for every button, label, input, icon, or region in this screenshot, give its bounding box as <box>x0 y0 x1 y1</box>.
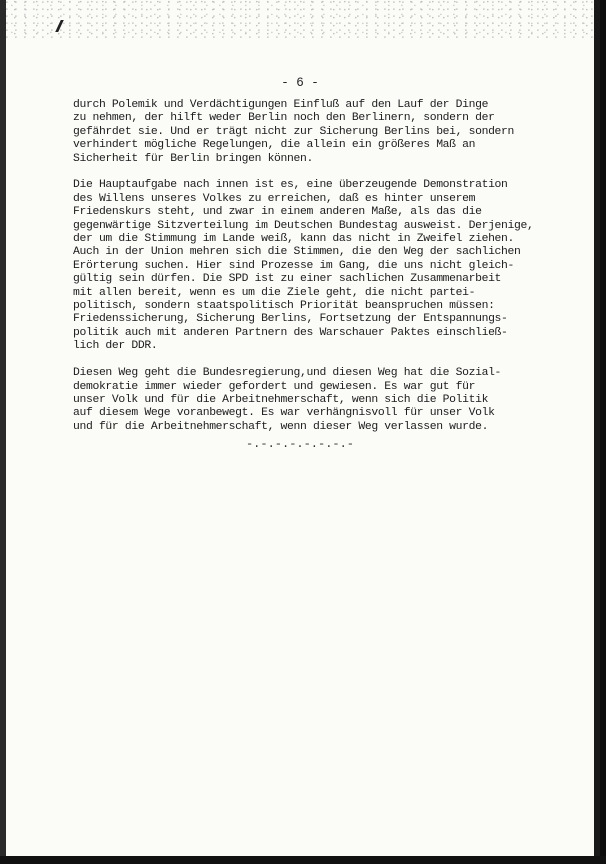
paragraph-2 <box>73 179 573 353</box>
scan-border-right <box>600 0 606 864</box>
paragraph-3 <box>73 367 573 434</box>
text-line: durch Polemik und Verdächtigungen Einfluß auf den Lauf der Dinge <box>73 99 489 111</box>
text-line: auf diesem Wege voranbewegt. Es war verhängnisvoll für unser Volk <box>73 407 495 420</box>
text-line: lich der DDR. <box>73 340 158 353</box>
body-text <box>73 99 573 448</box>
text-line: Sicherheit für Berlin bringen können. <box>73 152 313 165</box>
text-line: unser Volk und für die Arbeitnehmerschaft, wenn sich die Politik <box>73 393 489 406</box>
paragraph-1 <box>73 99 573 166</box>
text-line: gefährdet sie. Und er trägt nicht zur Sicherung Berlins bei, sondern <box>73 125 515 138</box>
text-line: demokratie immer wieder gefordert und gewiesen. Es war gut für <box>73 380 476 393</box>
text-line: politisch, sondern staatspolitisch Priorität beanspruchen müssen: <box>73 300 495 313</box>
text-line: Diesen Weg geht die Bundesregierung,und diesen Weg hat die Sozial- <box>73 367 502 380</box>
text-line: verhindert mögliche Regelungen, die allein ein größeres Maß an <box>73 139 476 152</box>
scan-speckle <box>6 0 594 40</box>
text-line: Die Hauptaufgabe nach innen ist es, eine überzeugende Demonstration <box>73 179 508 192</box>
text-line: Friedenskurs steht, und zwar in einem anderen Maße, als das die <box>73 206 482 219</box>
document-page <box>6 0 594 856</box>
section-divider: -.-.-.-.-.-.-.- <box>245 437 355 451</box>
page-number: - 6 - <box>281 76 319 90</box>
text-line: Friedenssicherung, Sicherung Berlins, Fortsetzung der Entspannungs- <box>73 313 508 326</box>
text-line: und für die Arbeitnehmerschaft, wenn dieser Weg verlassen wurde. <box>73 420 489 433</box>
text-line: des Willens unseres Volkes zu erreichen, daß es hinter unserem <box>73 192 476 205</box>
text-line: Auch in der Union mehren sich die Stimmen, die den Weg der sachlichen <box>73 246 521 259</box>
text-line: politik auch mit anderen Partnern des Warschauer Paktes einschließ- <box>73 326 508 339</box>
text-line: gegenwärtige Sitzverteilung im Deutschen Bundestag ausweist. Derjenige, <box>73 219 534 232</box>
text-line: der um die Stimmung im Lande weiß, kann das nicht in Zweifel ziehen. <box>73 233 515 246</box>
text-line: zu nehmen, der hilft weder Berlin noch den Berlinern, sondern der <box>73 112 495 125</box>
text-line: mit allen bereit, wenn es um die Ziele geht, die nicht partei- <box>73 286 476 299</box>
text-line: Erörterung suchen. Hier sind Prozesse im Gang, die uns nicht gleich- <box>73 259 515 272</box>
text-line: gültig sein dürfen. Die SPD ist zu einer sachlichen Zusammenarbeit <box>73 273 502 286</box>
scan-border-bottom <box>0 856 606 864</box>
